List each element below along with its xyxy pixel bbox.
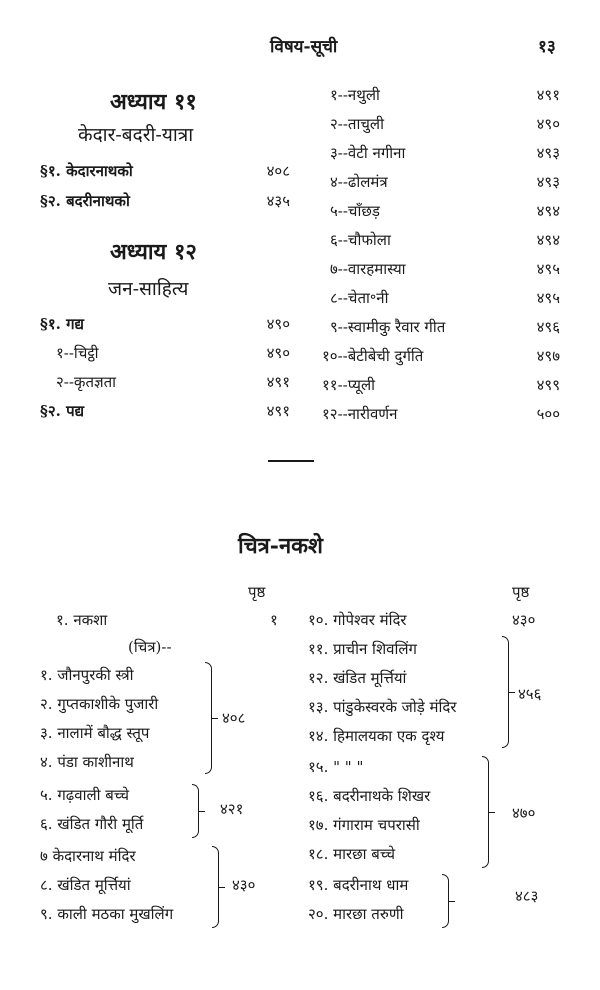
list-item-page: ४९३ [536,144,560,162]
figure-map-label: १. नकशा [56,611,108,629]
figure-item: १०. गोपेश्वर मंदिर [308,611,407,629]
toc-page-chitthi: ४९० [266,344,290,362]
figure-item: ३. नालामें बौद्ध स्तूप [40,724,150,742]
figure-item: ७ केदारनाथ मंदिर [40,847,136,865]
toc-page-kritagyata: ४९१ [266,373,290,391]
figure-item-page: ४३० [512,611,536,629]
list-item-page: ४९४ [536,202,560,220]
list-item-page: ४९५ [536,289,560,307]
figures-page-col-head-left: पृष्ठ [248,583,266,601]
list-item: ९--स्वामीकु रैवार गीत [330,318,446,336]
figure-item: ६. खंडित गौरी मूर्ति [40,815,144,833]
list-item: २--ताचुली [330,115,384,133]
toc-page-padya: ४९१ [266,402,290,420]
brace-icon [442,874,449,928]
toc-entry-gadya: §१. गद्य [40,315,84,333]
figure-group-page: ४७० [512,804,536,822]
brace-icon [205,662,212,774]
toc-entry-kedarnath: §१. केदारनाथको [40,162,133,180]
section-divider [268,460,314,462]
figure-chitra-label: (चित्र)-- [128,638,172,656]
list-item: ७--वारहमास्या [330,260,406,278]
list-item: ८--चेता॰नी [330,289,389,307]
figure-group-page: ४८३ [515,887,539,905]
figure-item: १. जौनपुरकी स्त्री [40,666,134,684]
figure-item: १५. " " " [308,758,364,776]
figure-map-page: १ [270,611,278,629]
figure-group-page: ४०८ [222,709,246,727]
figure-group-page: ४३० [232,876,256,894]
toc-page-gadya: ४९० [266,315,290,333]
list-item-page: ४९६ [536,318,560,336]
list-item-page: ४९४ [536,231,560,249]
figure-group-page: ४२१ [220,800,244,818]
chapter-11-heading: अध्याय ११ [110,89,197,115]
figure-item: १२. खंडित मूर्त्तियां [308,669,407,687]
figures-heading: चित्र-नकशे [238,533,324,559]
chapter-11-subtitle: केदार-बदरी-यात्रा [78,124,194,146]
list-item: ६--चौफोला [330,231,391,249]
brace-icon [482,756,489,868]
chapter-12-heading: अध्याय १२ [110,239,197,265]
list-item: ११--प्यूली [322,376,376,394]
figure-item: ११. प्राचीन शिवलिंग [308,640,417,658]
list-item-page: ४९० [536,115,560,133]
list-item: ३--वेटी नगीना [330,144,406,162]
figure-item: १९. बदरीनाथ धाम [308,876,409,894]
figure-item: १४. हिमालयका एक दृश्य [308,727,445,745]
page-header-title: विषय-सूची [270,37,338,57]
toc-page-kedarnath: ४०८ [266,162,290,180]
list-item-page: ४९५ [536,260,560,278]
figures-page-col-head-right: पृष्ठ [512,583,530,601]
brace-icon [192,784,199,838]
list-item-page: ४९९ [536,376,560,394]
list-item-page: ४९७ [536,347,560,365]
figure-item: २०. मारछा तरुणी [308,905,404,923]
figure-item: ५. गढ़वाली बच्चे [40,786,130,804]
toc-entry-kritagyata: २--कृतज्ञता [56,373,117,391]
toc-entry-padya: §२. पद्य [40,402,85,420]
list-item-page: ४९३ [536,173,560,191]
brace-icon [502,636,509,748]
figure-group-page: ४५६ [518,685,542,703]
toc-page-badrinath: ४३५ [266,192,290,210]
list-item: ५--चाँछड़ [330,202,380,220]
brace-icon [212,846,219,928]
toc-entry-badrinath: §२. बदरीनाथको [40,192,130,210]
list-item: १०--बेटीबेची दुर्गति [322,347,424,365]
page-number: १३ [538,37,556,57]
figure-item: ८. खंडित मूर्त्तियां [40,876,131,894]
figure-item: २. गुप्तकाशीके पुजारी [40,695,159,713]
figure-item: १८. मारछा बच्चे [308,845,396,863]
figure-item: ९. काली मठका मुखलिंग [40,905,174,923]
figure-item: १६. बदरीनाथके शिखर [308,787,431,805]
figure-item: १७. गंगाराम चपरासी [308,816,420,834]
toc-entry-chitthi: १--चिट्ठी [56,344,99,362]
chapter-12-subtitle: जन-साहित्य [108,278,189,300]
list-item: १२--नारीवर्णन [322,405,398,423]
list-item: १--नथुली [330,86,380,104]
list-item: ४--ढोलमंत्र [330,173,388,191]
list-item-page: ४९१ [536,86,560,104]
list-item-page: ५०० [536,405,560,423]
figure-item: ४. पंडा काशीनाथ [40,753,134,771]
figure-item: १३. पांडुकेस्वरके जोड़े मंदिर [308,698,457,716]
